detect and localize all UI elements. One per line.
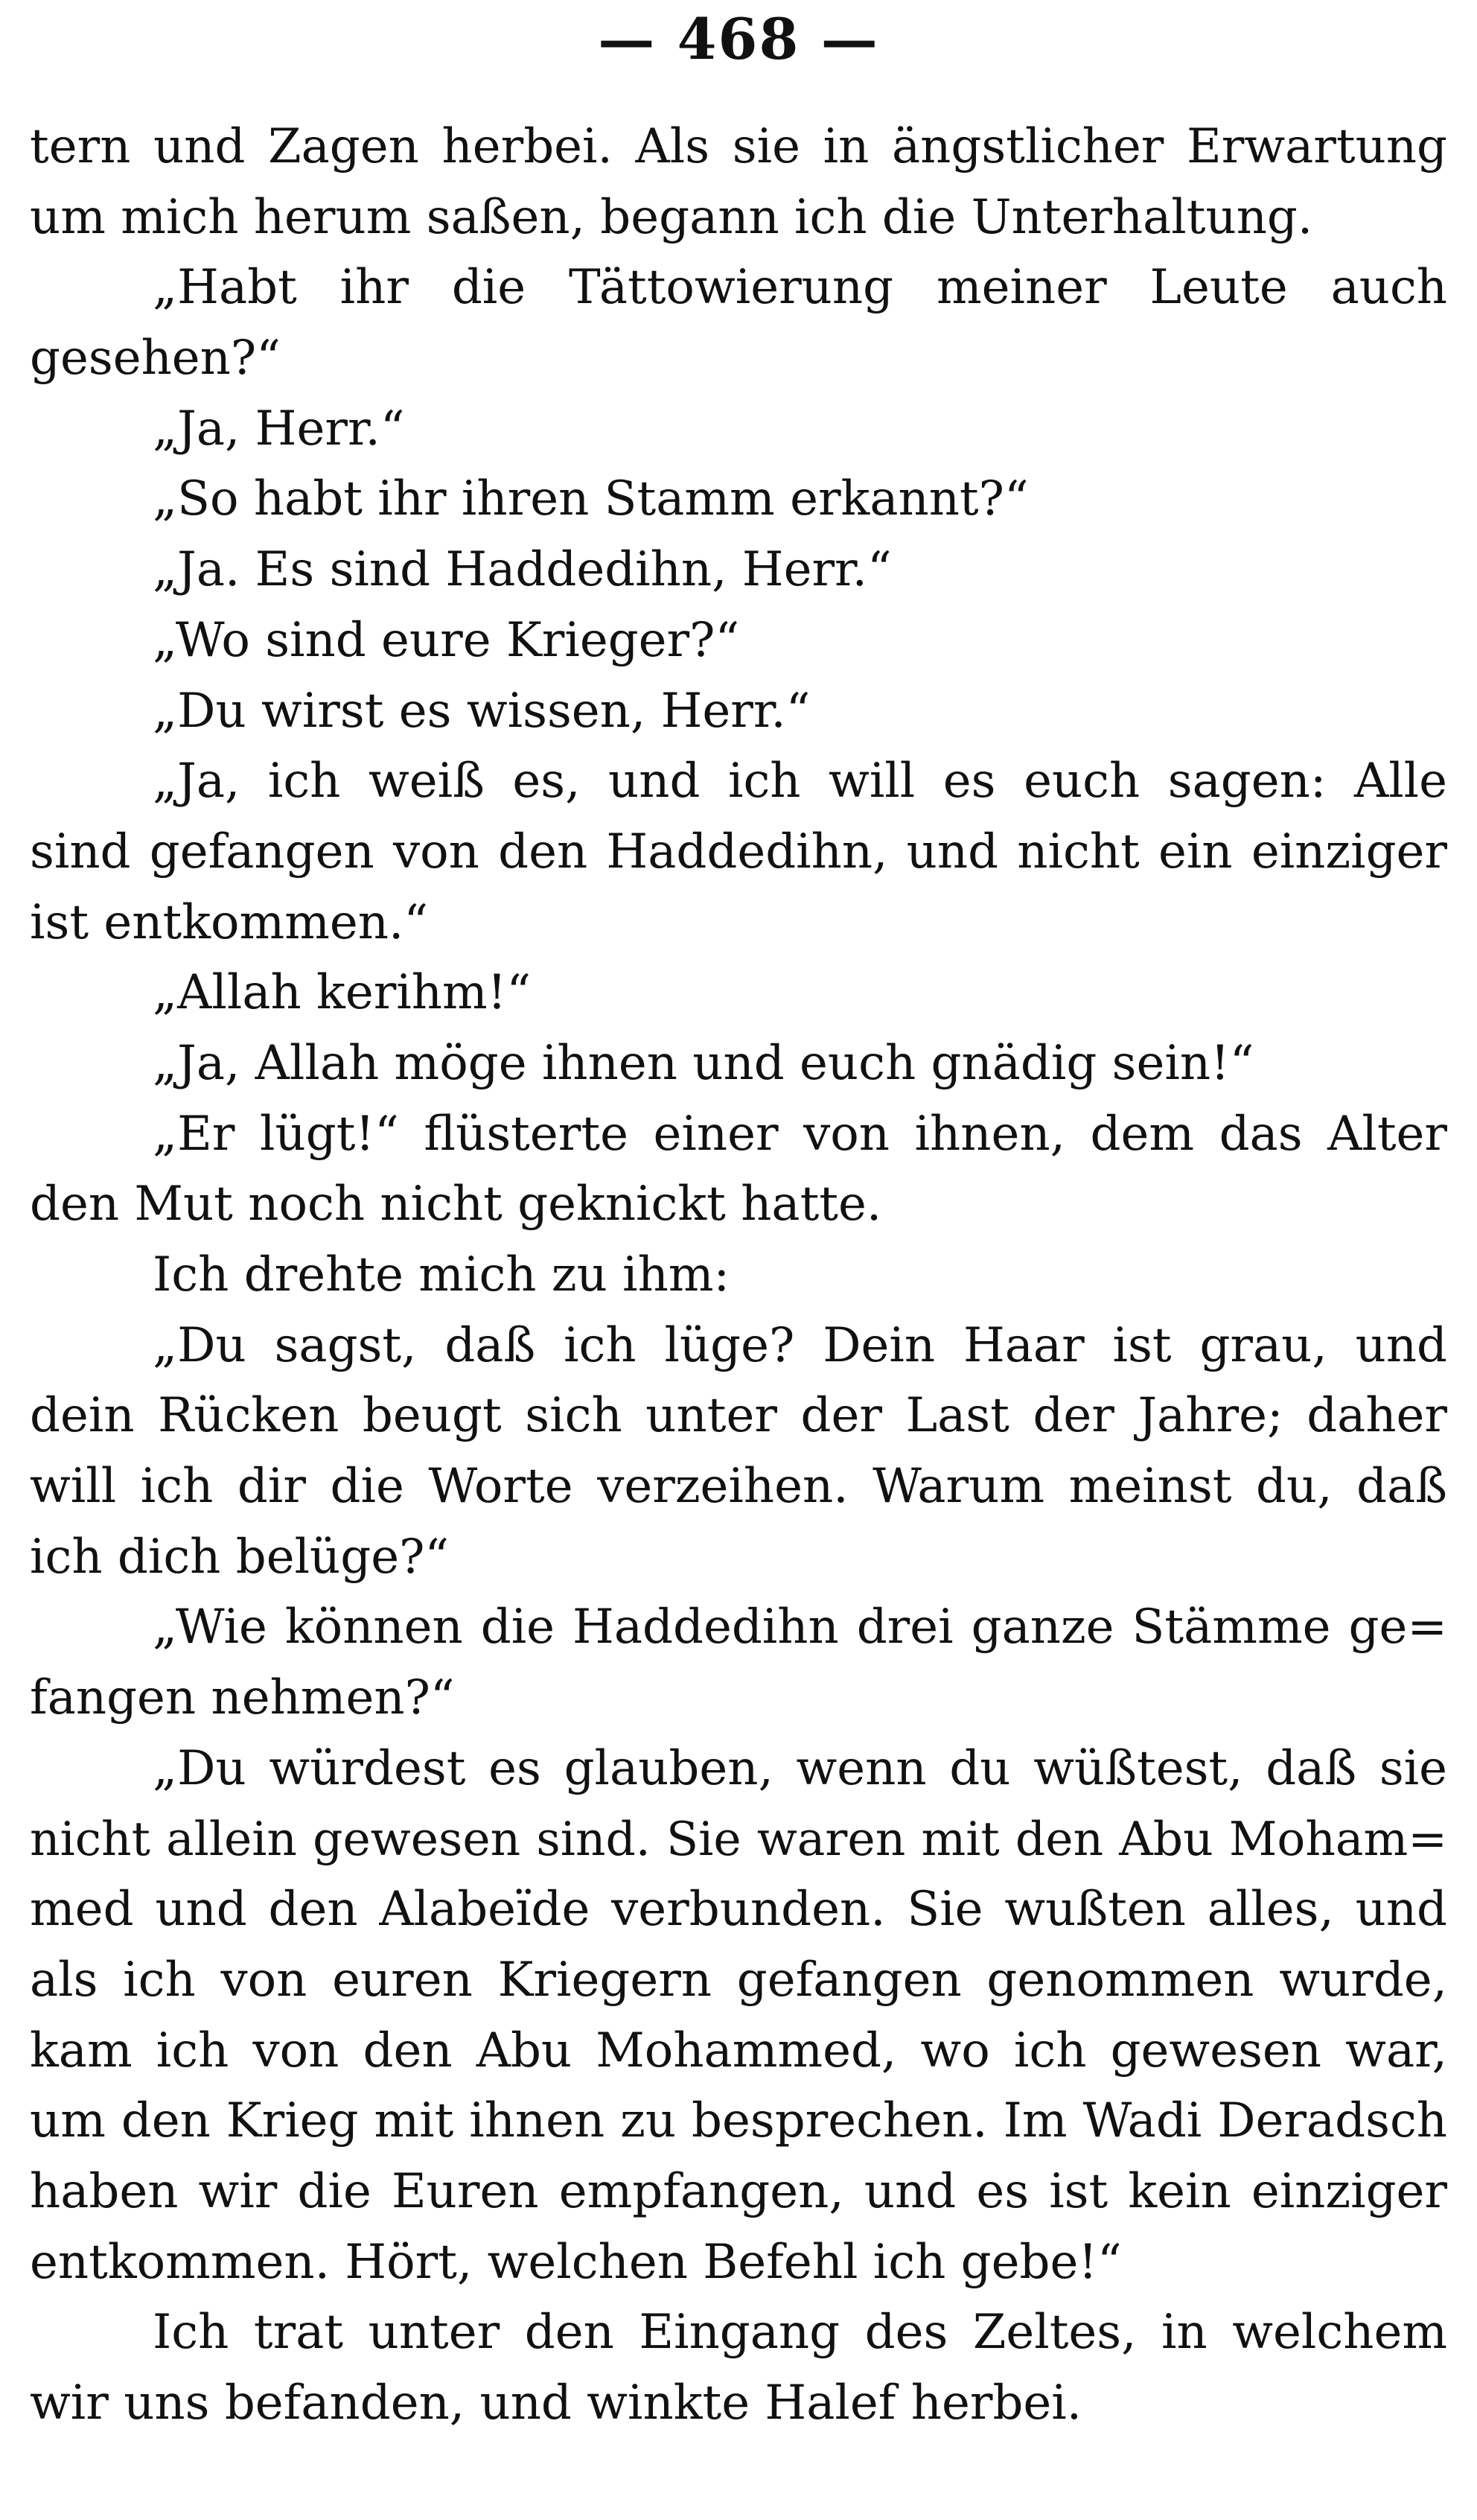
text-line: Ich drehte mich zu ihm: (153, 1247, 730, 1302)
text-line: „Ja, ich weiß es, und ich will es euch sagen: Alle (153, 754, 1447, 809)
text-line: „Du wirst es wissen, Herr.“ (153, 683, 811, 739)
text-line: gesehen?“ (30, 331, 281, 386)
text-line: den Mut noch nicht geknickt hatte. (30, 1177, 882, 1232)
text-line: fangen nehmen?“ (30, 1670, 455, 1726)
text-line: sind gefangen von den Haddedihn, und nicht ein einziger (30, 824, 1447, 879)
text-line: um den Krieg mit ihnen zu besprechen. Im Wadi Deradsch (30, 2093, 1447, 2149)
text-line: Ich trat unter den Eingang des Zeltes, in welchem (153, 2305, 1447, 2361)
text-line: dein Rücken beugt sich unter der Last der Jahre; daher (30, 1388, 1447, 1444)
text-line: „Ja, Herr.“ (153, 401, 405, 456)
text-line: „Allah kerihm!“ (153, 965, 532, 1021)
text-line: um mich herum saßen, begann ich die Unterhaltung. (30, 189, 1313, 245)
text-line: „Ja, Allah möge ihnen und euch gnädig sein!“ (153, 1035, 1254, 1091)
text-line: tern und Zagen herbei. Als sie in ängstlicher Erwartung (30, 119, 1447, 174)
text-line: als ich von euren Kriegern gefangen genommen wurde, (30, 1952, 1447, 2008)
text-line: „Habt ihr die Tättowierung meiner Leute auch (153, 260, 1447, 316)
text-line: „Wie können die Haddedihn drei ganze Stämme ge= (153, 1600, 1447, 1655)
text-line: haben wir die Euren empfangen, und es ist kein einziger (30, 2163, 1447, 2219)
text-body (30, 112, 1447, 2439)
text-line: „So habt ihr ihren Stamm erkannt?“ (153, 471, 1029, 527)
text-line: „Er lügt!“ flüsterte einer von ihnen, dem das Alter (153, 1106, 1447, 1162)
text-line: ist entkommen.“ (30, 894, 429, 950)
text-line: „Ja. Es sind Haddedihn, Herr.“ (153, 542, 892, 598)
text-line: „Du sagst, daß ich lüge? Dein Haar ist grau, und (153, 1317, 1447, 1373)
text-line: „Du würdest es glauben, wenn du wüßtest, daß sie (153, 1740, 1447, 1796)
text-line: kam ich von den Abu Mohammed, wo ich gewesen war, (30, 2023, 1447, 2078)
text-line: will ich dir die Worte verzeihen. Warum meinst du, daß (30, 1459, 1447, 1515)
text-line: entkommen. Hört, welchen Befehl ich gebe!“ (30, 2234, 1122, 2290)
text-line: wir uns befanden, und winkte Halef herbei. (30, 2376, 1082, 2431)
text-line: ich dich belüge?“ (30, 1529, 450, 1585)
page-number: — 468 — (598, 6, 879, 72)
text-line: nicht allein gewesen sind. Sie waren mit den Abu Moham= (30, 1811, 1447, 1866)
text-line: med und den Alabeïde verbunden. Sie wußten alles, und (30, 1882, 1447, 1938)
text-line: „Wo sind eure Krieger?“ (153, 612, 740, 668)
